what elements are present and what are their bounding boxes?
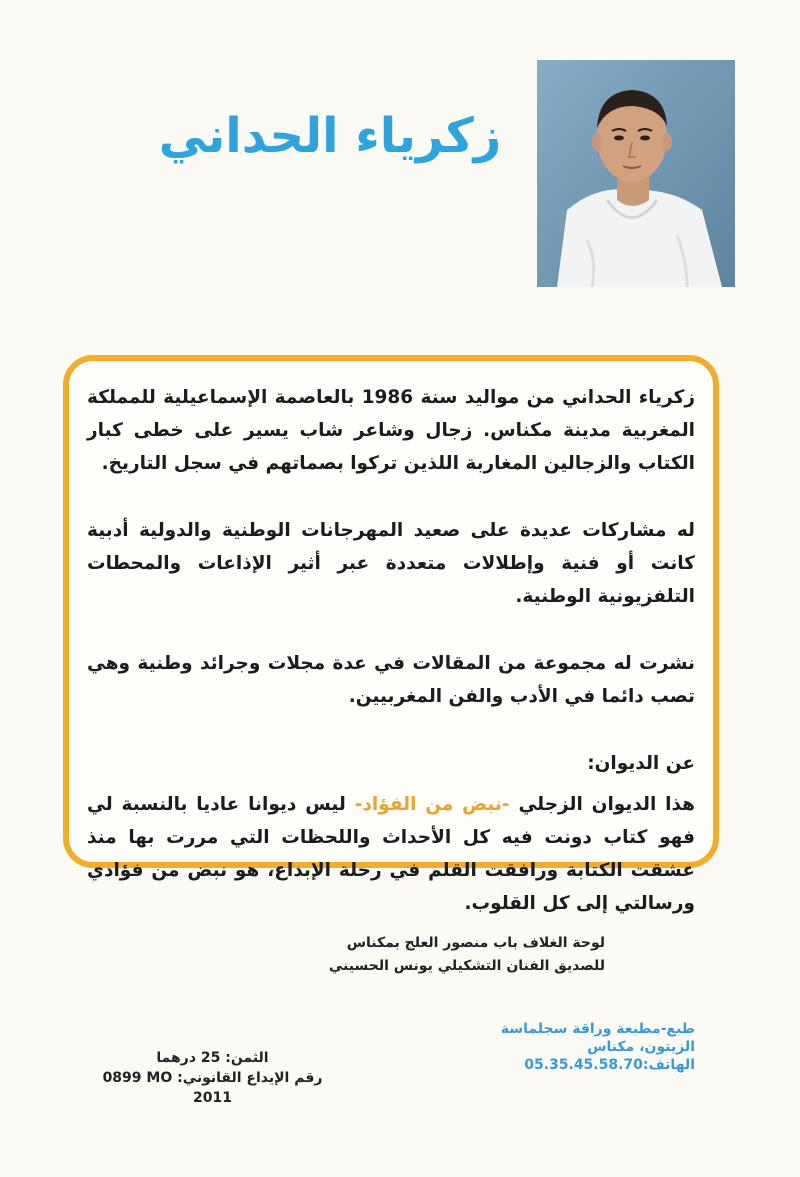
legal-deposit-number: 0899 MO 2011 (102, 1070, 232, 1106)
biography-box (63, 355, 719, 914)
diwan-heading: عن الديوان: (587, 753, 695, 774)
diwan-text-after: ليس ديوانا عاديا بالنسبة لي فهو كتاب دونت فيه كل الأحداث واللحظات التي مررت بها منذ عشقت الكتابة ورافقت القلم في رحلة الإبداع، هو نبض من فؤادي ورسالتي إلى كل القلوب. (87, 794, 695, 914)
author-name: زكرياء الحداني (158, 108, 502, 164)
bio-paragraph-birth: زكرياء الحداني من مواليد سنة 1986 بالعاصمة الإسماعيلية للمملكة المغربية مدينة مكناس. زجال وشاعر شاب يسير على خطى كبار الكتاب والزجالين المغاربة اللذين تركوا بصماتهم في سجل التاريخ. (87, 387, 695, 474)
cover-painting-credit: لوحة الغلاف باب منصور العلج بمكناس (346, 935, 605, 951)
publisher-phone-line (470, 1056, 695, 1074)
bio-paragraph-articles: نشرت له مجموعة من المقالات في عدة مجلات وجرائد وطنية وهي تصب دائما في الأدب والفن المغربيين. (87, 653, 695, 707)
author-photo (537, 60, 735, 287)
publisher-name: طبع-مطبعة وراقة سجلماسة (500, 1021, 695, 1037)
phone-number: 05.35.45.58.70 (524, 1057, 643, 1073)
diwan-title: -نبض من الفؤاد- (354, 794, 510, 815)
price-info (85, 1048, 340, 1108)
price-label: الثمن: 25 درهما (156, 1050, 269, 1066)
bio-paragraph-participations: له مشاركات عديدة على صعيد المهرجانات الوطنية والدولية أدبية كانت أو فنية وإطلالات متعددة عبر أثير الإذاعات والمحطات التلفزيونية الوطنية. (87, 520, 695, 607)
legal-deposit-label: رقم الإيداع القانوني: (177, 1070, 323, 1086)
publisher-location: الزيتون، مكناس (587, 1039, 695, 1055)
diwan-text-before: هذا الديوان الزجلي (509, 794, 696, 815)
legal-deposit-line (85, 1068, 340, 1108)
cover-artist-credit: للصديق الفنان التشكيلي يونس الحسيني (328, 958, 605, 974)
author-portrait-illustration (537, 60, 735, 287)
diwan-description (87, 788, 695, 920)
phone-label: الهاتف: (642, 1057, 695, 1073)
cover-credits (180, 932, 605, 978)
publisher-info (470, 1020, 695, 1074)
